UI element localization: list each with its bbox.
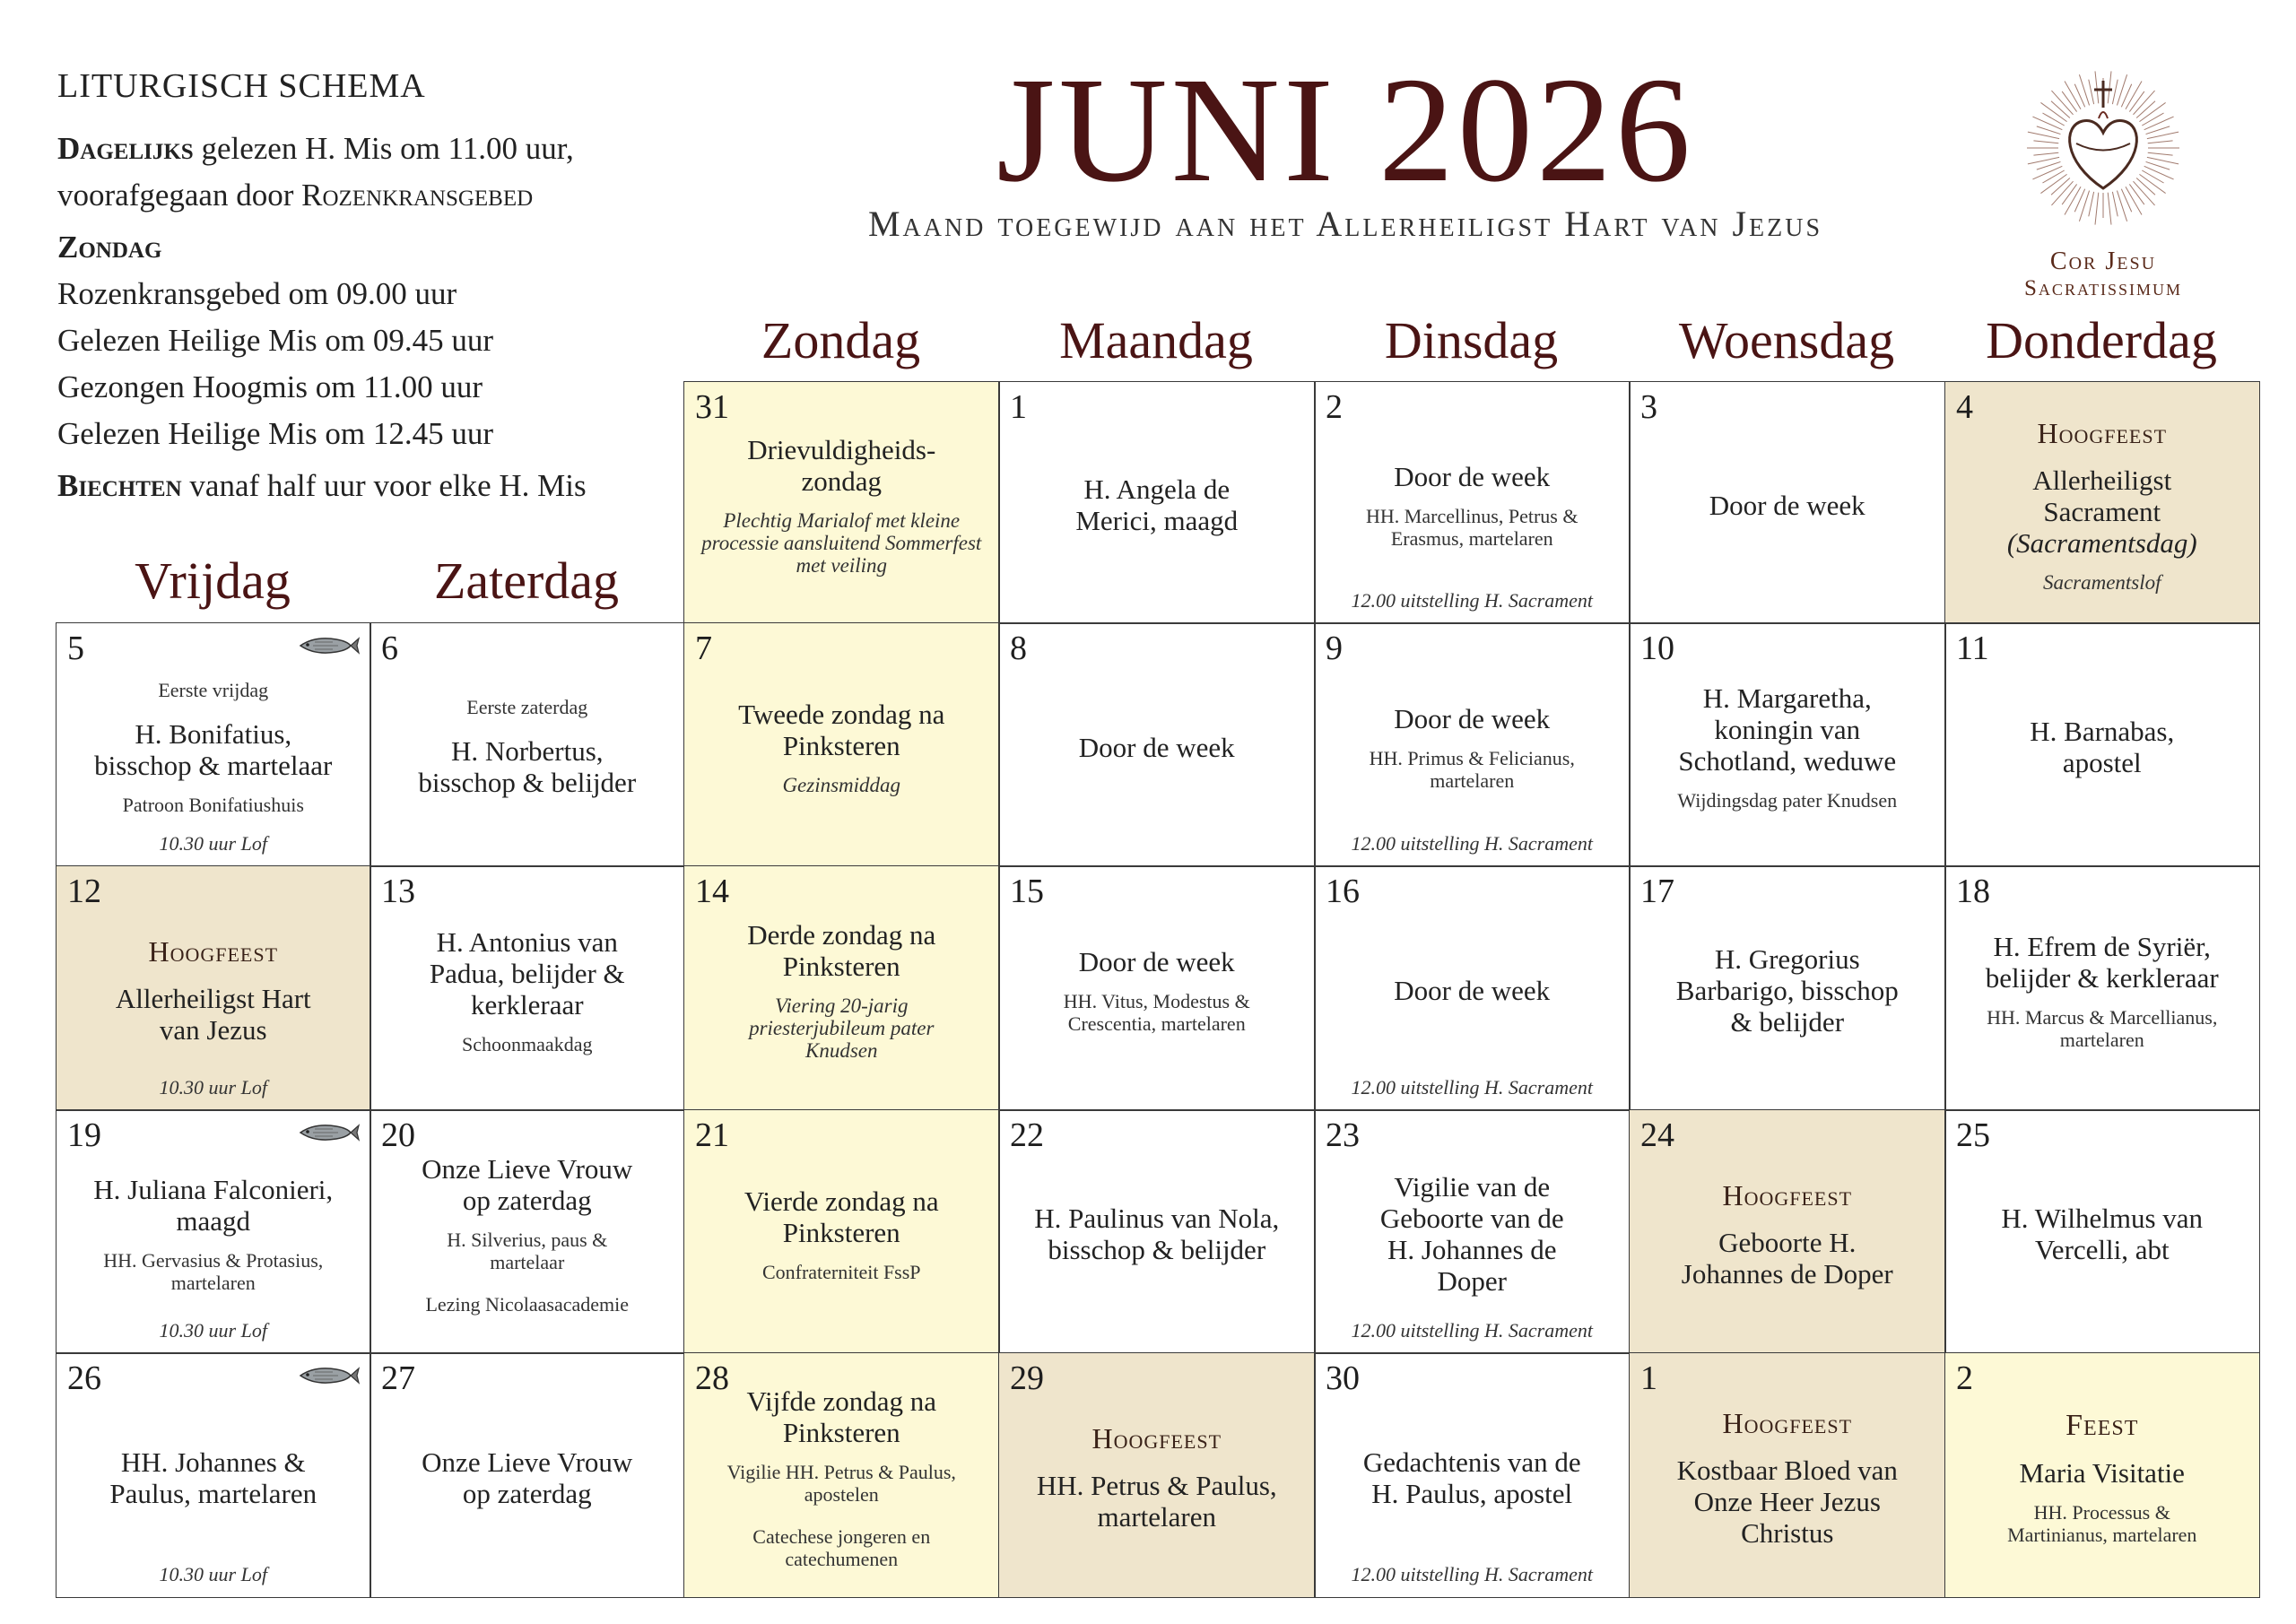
day-title: H. Gregorius Barbarigo, bisschop & belijder <box>1675 943 1899 1038</box>
day-footer: 12.00 uitstelling H. Sacrament <box>1351 1318 1593 1342</box>
day-number: 10 <box>1640 630 1674 667</box>
day-content <box>1324 668 1621 827</box>
day-title: Allerheiligst Sacrament <box>2032 464 2172 527</box>
day-note: Catechese jongeren en catechumenen <box>752 1524 931 1570</box>
fish-icon <box>297 1121 360 1144</box>
day-content <box>1954 1155 2250 1314</box>
day-subtitle: HH. Marcus & Marcellianus, martelaren <box>1987 1005 2218 1051</box>
feast-rank: Hoogfeest <box>148 935 279 968</box>
feast-rank: Hoogfeest <box>1722 1178 1853 1211</box>
weekday-header: Dinsdag <box>1384 311 1559 369</box>
day-number: 5 <box>67 630 84 667</box>
day-content <box>693 427 990 584</box>
day-title: H. Antonius van Padua, belijder & kerkleraar <box>429 925 625 1020</box>
day-cell <box>683 1352 1000 1598</box>
day-cell <box>1629 865 1946 1111</box>
day-cell <box>998 622 1316 867</box>
day-number: 27 <box>381 1359 415 1397</box>
day-subtitle: HH. Gervasius & Protasius, martelaren <box>103 1249 324 1295</box>
day-cell <box>56 1109 371 1354</box>
schedule-line-heading: Dagelijks <box>57 131 194 166</box>
weekday-header: Zaterdag <box>433 551 620 610</box>
schedule-line-heading: Zondag <box>57 230 162 265</box>
day-content <box>65 668 361 827</box>
day-content <box>379 1152 675 1316</box>
day-title: Gedachtenis van de H. Paulus, apostel <box>1362 1446 1581 1509</box>
day-title: Geboorte H. Johannes de Doper <box>1681 1226 1893 1290</box>
day-content <box>65 911 361 1071</box>
day-title: Onze Lieve Vrouw op zaterdag <box>422 1152 633 1216</box>
day-number: 20 <box>381 1116 415 1154</box>
day-number: 23 <box>1326 1116 1360 1154</box>
day-content <box>1008 1155 1306 1314</box>
day-title: H. Margaretha, koningin van Schotland, weduwe <box>1678 682 1897 777</box>
day-cell <box>683 381 1000 624</box>
day-title-italic: (Sacramentsdag) <box>2006 526 2197 559</box>
day-number: 9 <box>1326 630 1343 667</box>
day-content <box>1954 668 2250 827</box>
day-event: Plechtig Marialof met kleine processie aansluitend Sommerfest met veiling <box>701 508 982 577</box>
day-subtitle: Vigilie HH. Petrus & Paulus, apostelen <box>726 1460 956 1506</box>
day-title: Vigilie van de Geboorte van de H. Johannes de Doper <box>1379 1171 1564 1298</box>
day-title: H. Norbertus, bisschop & belijder <box>418 735 637 799</box>
day-subtitle: HH. Processus & Martinianus, martelaren <box>2007 1501 2197 1547</box>
day-cell <box>1629 1352 1946 1598</box>
emblem-line-1: Cor Jesu <box>2049 248 2157 275</box>
day-content <box>1324 1155 1621 1314</box>
day-subtitle: HH. Vitus, Modestus & Crescentia, martelaren <box>1063 990 1250 1036</box>
day-footer: 12.00 uitstelling H. Sacrament <box>1351 831 1593 855</box>
page-subtitle: Maand toegewijd aan het Allerheiligst Hart van Jezus <box>867 204 1823 244</box>
day-content <box>65 1155 361 1314</box>
day-content <box>1324 911 1621 1071</box>
day-title: Kostbaar Bloed van Onze Heer Jezus Christus <box>1676 1454 1898 1549</box>
day-cell <box>370 622 685 867</box>
day-cell <box>1629 622 1946 867</box>
day-title: Maria Visitatie <box>2019 1457 2185 1489</box>
feast-rank: Hoogfeest <box>1091 1422 1222 1455</box>
day-title: HH. Petrus & Paulus, martelaren <box>1036 1470 1277 1533</box>
day-footer: 12.00 uitstelling H. Sacrament <box>1351 1075 1593 1099</box>
day-content <box>379 1398 675 1558</box>
day-cell <box>1314 1352 1631 1598</box>
day-footer: 10.30 uur Lof <box>159 1075 267 1099</box>
day-cell <box>998 1109 1316 1354</box>
day-title: H. Wilhelmus van Vercelli, abt <box>2001 1203 2204 1266</box>
day-cell <box>998 865 1316 1111</box>
day-content <box>1954 911 2250 1071</box>
day-cell <box>56 622 371 867</box>
day-cell <box>1629 381 1946 624</box>
weekday-header: Donderdag <box>1986 311 2217 369</box>
fish-icon <box>297 1364 360 1387</box>
day-number: 2 <box>1326 388 1343 426</box>
day-number: 24 <box>1640 1116 1674 1154</box>
day-event: Sacramentslof <box>2042 570 2161 594</box>
day-content <box>1324 1398 1621 1558</box>
day-number: 21 <box>695 1116 729 1154</box>
day-number: 11 <box>1956 630 1989 667</box>
day-number: 1 <box>1640 1359 1657 1397</box>
day-cell <box>1314 622 1631 867</box>
day-content <box>1639 427 1936 584</box>
weekday-header: Maandag <box>1059 311 1253 369</box>
day-subtitle: Schoonmaakdag <box>462 1032 593 1055</box>
day-cell <box>56 1352 371 1598</box>
day-content <box>693 911 990 1071</box>
day-number: 31 <box>695 388 729 426</box>
day-cell <box>1944 865 2260 1111</box>
schedule-line-text: Gelezen Heilige Mis om 12.45 uur <box>57 416 494 451</box>
day-content <box>1639 911 1936 1071</box>
day-cell <box>1944 381 2260 624</box>
day-title: Door de week <box>1394 460 1551 492</box>
day-content <box>379 668 675 827</box>
schedule-line-text: vanaf half uur voor elke H. Mis <box>181 468 587 503</box>
day-cell <box>370 865 685 1111</box>
day-title: H. Angela de Merici, maagd <box>1075 473 1239 537</box>
day-cell <box>1314 1109 1631 1354</box>
day-event: Gezinsmiddag <box>782 773 901 796</box>
day-cell <box>370 1352 685 1598</box>
day-content <box>1324 427 1621 584</box>
day-subtitle: Wijdingsdag pater Knudsen <box>1677 789 1898 812</box>
day-content <box>1954 1398 2250 1558</box>
day-number: 12 <box>67 873 101 910</box>
day-content <box>1954 416 2250 594</box>
day-number: 28 <box>695 1359 729 1397</box>
day-subtitle: H. Silverius, paus & martelaar <box>447 1228 608 1273</box>
day-cell <box>998 381 1316 624</box>
weekday-header: Vrijdag <box>135 551 291 610</box>
feast-rank: Hoogfeest <box>2037 416 2168 449</box>
day-content <box>379 911 675 1071</box>
day-cell <box>1314 381 1631 624</box>
day-footer: 10.30 uur Lof <box>159 831 267 855</box>
feast-rank: Hoogfeest <box>1722 1406 1853 1439</box>
day-title: H. Barnabas, apostel <box>2030 716 2175 779</box>
day-number: 8 <box>1010 630 1027 667</box>
day-number: 14 <box>695 873 729 910</box>
day-content <box>1008 668 1306 827</box>
day-cell <box>1944 1109 2260 1354</box>
day-title: H. Efrem de Syriër, belijder & kerkleraar <box>1985 930 2219 994</box>
day-title: Door de week <box>1709 489 1866 521</box>
day-content <box>693 1155 990 1314</box>
day-subtitle: HH. Primus & Felicianus, martelaren <box>1369 746 1575 792</box>
day-number: 13 <box>381 873 415 910</box>
day-content <box>1639 668 1936 827</box>
weekday-header: Woensdag <box>1678 311 1895 369</box>
day-title: Vierde zondag na Pinksteren <box>744 1185 939 1248</box>
weekday-header: Zondag <box>761 311 921 369</box>
day-cell <box>1944 1352 2260 1598</box>
day-number: 15 <box>1010 873 1044 910</box>
day-title: Vijfde zondag na Pinksteren <box>746 1385 937 1448</box>
day-title: HH. Johannes & Paulus, martelaren <box>109 1446 317 1509</box>
schedule-line-text: Gelezen Heilige Mis om 09.45 uur <box>57 323 494 358</box>
day-number: 7 <box>695 630 712 667</box>
schedule-line-smallcaps: Rozenkransgebed <box>301 178 534 213</box>
schedule-line-text: Gezongen Hoogmis om 11.00 uur <box>57 369 483 404</box>
emblem-line-2: Sacratissimum <box>2024 276 2182 300</box>
schedule-title: LITURGISCH SCHEMA <box>57 67 426 105</box>
day-title: Allerheiligst Hart van Jezus <box>115 983 311 1046</box>
day-cell <box>370 1109 685 1354</box>
day-title: Derde zondag na Pinksteren <box>747 919 936 983</box>
day-number: 19 <box>67 1116 101 1154</box>
feast-rank: Feest <box>2066 1409 2139 1443</box>
day-content <box>1639 1398 1936 1558</box>
day-footer: 10.30 uur Lof <box>159 1318 267 1342</box>
day-title: Door de week <box>1078 946 1235 978</box>
day-footer: 10.30 uur Lof <box>159 1562 267 1585</box>
day-content <box>1008 911 1306 1071</box>
day-subtitle: HH. Marcellinus, Petrus & Erasmus, martelaren <box>1366 504 1578 550</box>
day-number: 29 <box>1010 1359 1044 1397</box>
day-content <box>1639 1155 1936 1314</box>
day-number: 1 <box>1010 388 1027 426</box>
day-event: Viering 20-jarig priesterjubileum pater Knudsen <box>749 994 935 1063</box>
day-title: H. Bonifatius, bisschop & martelaar <box>94 717 333 781</box>
day-number: 18 <box>1956 873 1990 910</box>
day-number: 3 <box>1640 388 1657 426</box>
day-subtitle: Patroon Bonifatiushuis <box>122 793 304 816</box>
schedule-line-heading: Biechten <box>57 468 182 503</box>
day-note-top: Eerste vrijdag <box>158 678 269 701</box>
day-title: Door de week <box>1078 731 1235 763</box>
day-note-top: Eerste zaterdag <box>466 696 588 719</box>
day-cell <box>1944 622 2260 867</box>
day-title: H. Juliana Falconieri, maagd <box>93 1174 334 1238</box>
day-title: Door de week <box>1394 702 1551 734</box>
day-content <box>693 668 990 827</box>
day-number: 4 <box>1956 388 1973 426</box>
day-cell <box>683 865 1000 1111</box>
day-number: 22 <box>1010 1116 1044 1154</box>
day-title: Tweede zondag na Pinksteren <box>738 698 945 761</box>
schedule-line-text: gelezen H. Mis om 11.00 uur, <box>193 131 574 166</box>
day-number: 26 <box>67 1359 101 1397</box>
day-cell <box>683 622 1000 867</box>
day-number: 17 <box>1640 873 1674 910</box>
day-content <box>1008 427 1306 584</box>
schedule-line-text: voorafgegaan door <box>57 178 302 213</box>
day-content <box>693 1385 990 1570</box>
day-title: Door de week <box>1394 975 1551 1007</box>
day-number: 30 <box>1326 1359 1360 1397</box>
day-cell <box>56 865 371 1111</box>
day-subtitle: Confraterniteit FssP <box>761 1260 921 1283</box>
day-footer: 12.00 uitstelling H. Sacrament <box>1351 588 1593 612</box>
day-title: Drievuldigheids- zondag <box>747 433 936 497</box>
day-number: 2 <box>1956 1359 1973 1397</box>
day-note: Lezing Nicolaasacademie <box>425 1292 630 1316</box>
fish-icon <box>297 634 360 657</box>
day-content <box>65 1398 361 1558</box>
day-title: H. Paulinus van Nola, bisschop & belijder <box>1034 1203 1280 1266</box>
day-content <box>1008 1398 1306 1558</box>
day-number: 16 <box>1326 873 1360 910</box>
day-footer: 12.00 uitstelling H. Sacrament <box>1351 1562 1593 1585</box>
page-title: JUNI 2026 <box>996 47 1694 213</box>
day-cell <box>683 1109 1000 1354</box>
schedule-line-text: Rozenkransgebed om 09.00 uur <box>57 276 457 311</box>
day-number: 25 <box>1956 1116 1990 1154</box>
day-number: 6 <box>381 630 398 667</box>
day-cell <box>1314 865 1631 1111</box>
day-title: Onze Lieve Vrouw op zaterdag <box>422 1446 633 1509</box>
day-cell <box>1629 1109 1946 1354</box>
day-cell <box>998 1352 1316 1598</box>
